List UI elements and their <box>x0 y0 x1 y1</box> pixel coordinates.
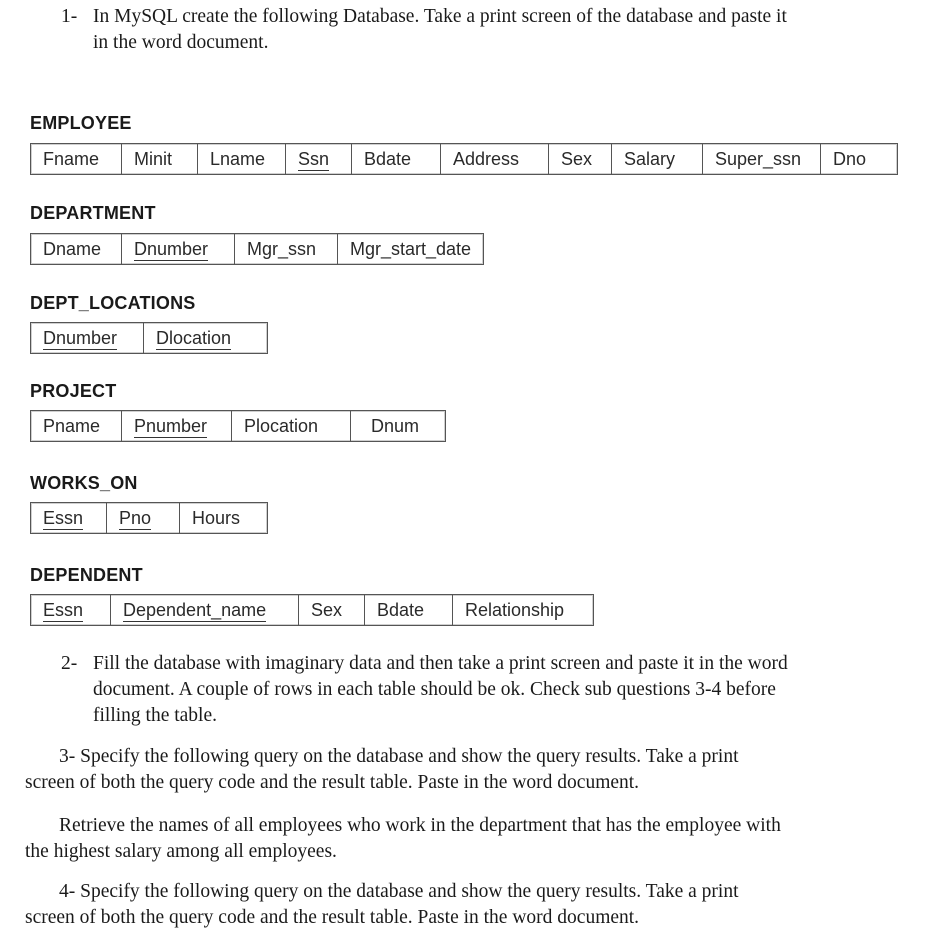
attr-department-dnumber: Dnumber <box>122 234 235 264</box>
attr-dependent-essn: Essn <box>31 595 111 625</box>
attr-department-dname: Dname <box>31 234 122 264</box>
schema-employee <box>30 143 898 175</box>
table-name-dependent: DEPENDENT <box>30 565 143 585</box>
attr-employee-fname: Fname <box>31 144 122 174</box>
attr-project-plocation: Plocation <box>232 411 351 441</box>
question-2-line-3: filling the table. <box>93 705 218 726</box>
attr-dependent-relationship: Relationship <box>465 600 565 620</box>
question-4-line-1: 4- Specify the following query on the database and show the query results. Take a print <box>59 881 739 902</box>
attr-employee-sex: Sex <box>549 144 612 174</box>
attr-dependent-bdate: Bdate <box>365 595 453 625</box>
table-name-dept-locations: DEPT_LOCATIONS <box>30 293 196 313</box>
attr-works-on-essn: Essn <box>31 503 107 533</box>
attr-works-on-pno: Pno <box>107 503 180 533</box>
attr-employee-salary: Salary <box>612 144 703 174</box>
question-3-line-2: screen of both the query code and the result table. Paste in the word document. <box>25 772 640 793</box>
question-3-line-1: 3- Specify the following query on the database and show the query results. Take a print <box>59 746 739 767</box>
attr-employee-lname: Lname <box>198 144 286 174</box>
attr-employee-ssn: Ssn <box>286 144 352 174</box>
table-name-project: PROJECT <box>30 381 117 401</box>
question-1-number: 1- <box>61 6 78 27</box>
attr-employee-minit: Minit <box>122 144 198 174</box>
question-1-line-1: In MySQL create the following Database. Take a print screen of the database and paste it <box>93 6 787 27</box>
question-4-line-2: screen of both the query code and the result table. Paste in the word document. <box>25 907 640 928</box>
table-name-department: DEPARTMENT <box>30 203 156 223</box>
attr-dependent-dependent-name: Dependent_name <box>111 595 299 625</box>
attr-employee-super-ssn: Super_ssn <box>703 144 821 174</box>
table-name-employee: EMPLOYEE <box>30 113 132 133</box>
schema-department <box>30 233 484 265</box>
attr-dept-locations-dnumber: Dnumber <box>31 323 144 353</box>
question-2-number: 2- <box>61 653 78 674</box>
attr-employee-bdate: Bdate <box>352 144 441 174</box>
question-2-line-2: document. A couple of rows in each table should be ok. Check sub questions 3-4 before <box>93 679 776 700</box>
attr-works-on-hours: Hours <box>192 508 241 528</box>
table-name-works-on: WORKS_ON <box>30 473 138 493</box>
question-1-line-2: in the word document. <box>93 32 269 53</box>
attr-employee-dno: Dno <box>833 149 867 169</box>
schema-dependent <box>30 594 594 626</box>
attr-project-pname: Pname <box>31 411 122 441</box>
attr-department-mgr-ssn: Mgr_ssn <box>235 234 338 264</box>
attr-project-pnumber: Pnumber <box>122 411 232 441</box>
attr-dependent-sex: Sex <box>299 595 365 625</box>
schema-dept-locations <box>30 322 268 354</box>
query-3-line-2: the highest salary among all employees. <box>25 841 337 862</box>
query-3-line-1: Retrieve the names of all employees who work in the department that has the employee with <box>59 815 781 836</box>
attr-dept-locations-dlocation: Dlocation <box>156 328 232 348</box>
question-2-line-1: Fill the database with imaginary data and then take a print screen and paste it in the word <box>93 653 788 674</box>
attr-employee-address: Address <box>441 144 549 174</box>
attr-project-dnum: Dnum <box>371 416 420 436</box>
schema-works-on <box>30 502 268 534</box>
attr-department-mgr-start-date: Mgr_start_date <box>350 239 472 259</box>
schema-project <box>30 410 446 442</box>
